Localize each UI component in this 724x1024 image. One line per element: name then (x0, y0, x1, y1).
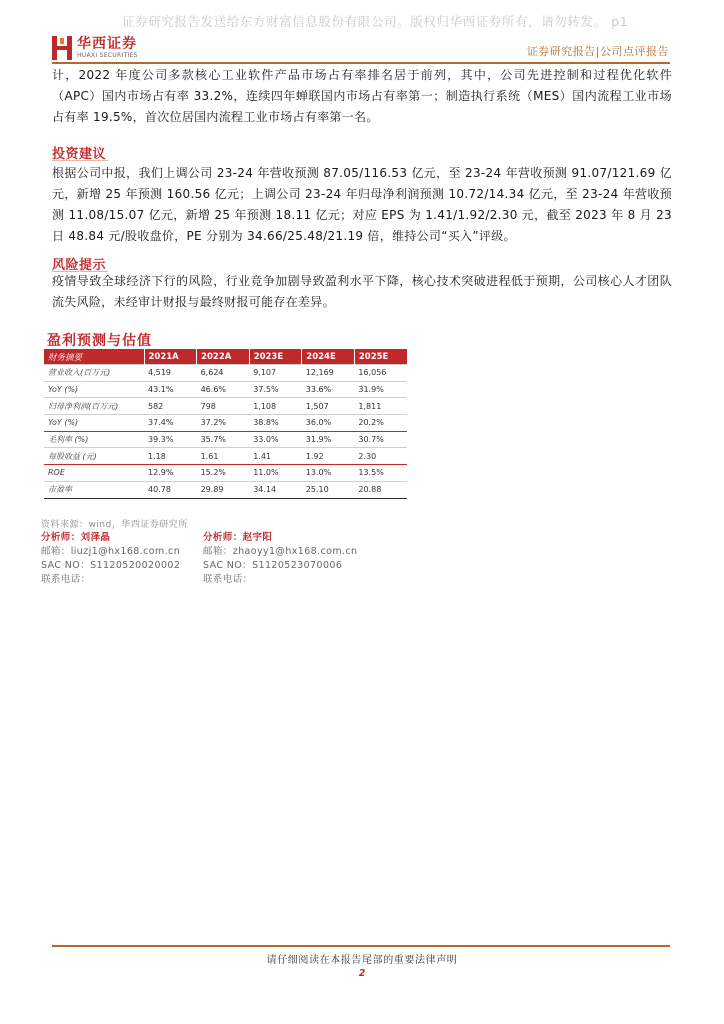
table-cell: 15.2% (197, 465, 250, 482)
table-header-cell: 2022A (197, 349, 250, 365)
report-type-label: 证券研究报告|公司点评报告 (526, 45, 669, 58)
table-cell: 9,107 (249, 365, 302, 382)
risk-paragraph: 疫情导致全球经济下行的风险，行业竞争加剧导致盈利水平下降，核心技术突破进程低于预期，公司核心人才团队流失风险，未经审计财报与最终财报可能存在差异。 (52, 274, 672, 309)
table-header-cell: 2021A (144, 349, 197, 365)
intro-paragraph: 计，2022 年度公司多款核心工业软件产品市场占有率排名居于前列，其中，公司先进控制和过程优化软件（APC）国内市场占有率 33.2%，连续四年蝉联国内市场占有率第一；制造执行系统（MES）国内流程工业市场占有率 19.5%，首次位居国内流程工业市场占有率第一名。 (52, 68, 672, 124)
table-row (44, 381, 407, 398)
table-cell: 40.78 (144, 481, 197, 498)
table-cell: 20.2% (354, 415, 407, 432)
table-row (44, 365, 407, 382)
table-cell: 31.9% (302, 431, 355, 448)
table-header-cell: 财务摘要 (44, 349, 144, 365)
forecast-table-title: 盈利预测与估值 (47, 333, 152, 349)
legal-disclaimer-note: 请仔细阅读在本报告尾部的重要法律声明 (266, 955, 458, 966)
table-cell: 13.5% (354, 465, 407, 482)
table-cell: 1,108 (249, 398, 302, 415)
table-cell: 4,519 (144, 365, 197, 382)
table-row (44, 431, 407, 448)
table-cell: 16,056 (354, 365, 407, 382)
row-label: 每股收益 (元) (44, 448, 144, 465)
table-cell: 37.5% (249, 381, 302, 398)
analyst-email: 邮箱：liuzj1@hx168.com.cn (41, 546, 181, 557)
analyst-sac-number: SAC NO：S1120523070006 (203, 560, 343, 571)
investment-section-title: 投资建议 (52, 147, 107, 162)
row-label: 营业收入(百万元) (44, 365, 144, 382)
table-cell: 1,811 (354, 398, 407, 415)
risk-section-title: 风险提示 (52, 258, 107, 273)
table-cell: 1,507 (302, 398, 355, 415)
table-cell: 6,624 (197, 365, 250, 382)
analyst-name: 分析师：刘泽晶 (41, 532, 111, 543)
table-cell: 12.9% (144, 465, 197, 482)
table-cell: 11.0% (249, 465, 302, 482)
table-cell: 35.7% (197, 431, 250, 448)
page-number: 2 (358, 968, 366, 979)
table-cell: 38.8% (249, 415, 302, 432)
table-cell: 20.88 (354, 481, 407, 498)
table-header-cell: 2025E (354, 349, 407, 365)
analyst-phone: 联系电话： (41, 574, 91, 585)
investment-title-underline (52, 160, 108, 161)
investment-paragraph: 根据公司中报，我们上调公司 23-24 年营收预测 87.05/116.53 亿元，至 23-24 年营收预测 91.07/121.69 亿元，新增 25 年预测 160.56 亿元；上调公司 23-24 年归母净利润预测 10.72/14.34 亿元，至 23-24 年营收预测 11.08/15.07 亿元，新增 25 年预测 18.11 亿元；对应 EPS 为 1.41/1.92/2.30 元，截至 2023 年 8 月 23 日 48.84 元/股收盘价，PE 分别为 34.66/25.48/21.19 倍，维持公司“买入”评级。 (52, 166, 672, 243)
table-cell: 1.18 (144, 448, 197, 465)
row-label: 归母净利润(百万元) (44, 398, 144, 415)
table-header-cell: 2024E (302, 349, 355, 365)
watermark-text: 证券研究报告发送给东方财富信息股份有限公司。版权归华西证券所有，请勿转发。 p1 (122, 14, 629, 29)
logo-english-name: HUAXI SECURITIES (77, 52, 138, 59)
table-cell: 798 (197, 398, 250, 415)
row-label: ROE (44, 465, 144, 482)
table-cell: 582 (144, 398, 197, 415)
logo-chinese-name: 华西证券 (77, 36, 137, 52)
table-header-row (44, 349, 407, 365)
table-cell: 2.30 (354, 448, 407, 465)
table-cell: 25.10 (302, 481, 355, 498)
table-cell: 33.0% (249, 431, 302, 448)
header-divider (52, 62, 670, 64)
forecast-table (44, 349, 407, 499)
table-cell: 43.1% (144, 381, 197, 398)
row-label: YoY (%) (44, 381, 144, 398)
table-row (44, 415, 407, 432)
analyst-email: 邮箱：zhaoyy1@hx168.com.cn (203, 546, 358, 557)
huaxi-logo-icon (52, 36, 72, 60)
analyst-block (41, 531, 180, 587)
table-cell: 31.9% (354, 381, 407, 398)
table-cell: 30.7% (354, 431, 407, 448)
table-cell: 1.61 (197, 448, 250, 465)
row-label: YoY (%) (44, 415, 144, 432)
company-logo (52, 36, 138, 60)
table-cell: 1.41 (249, 448, 302, 465)
table-cell: 46.6% (197, 381, 250, 398)
table-cell: 1.92 (302, 448, 355, 465)
table-header-cell: 2023E (249, 349, 302, 365)
analyst-name: 分析师：赵宇阳 (203, 532, 273, 543)
footer-divider (52, 945, 670, 947)
table-row (44, 481, 407, 498)
table-cell: 37.2% (197, 415, 250, 432)
table-cell: 37.4% (144, 415, 197, 432)
analyst-block (203, 531, 357, 587)
table-row (44, 465, 407, 482)
row-label: 毛利率 (%) (44, 431, 144, 448)
table-cell: 13.0% (302, 465, 355, 482)
data-source-note: 资料来源：wind，华西证券研究所 (41, 520, 188, 530)
table-cell: 39.3% (144, 431, 197, 448)
table-cell: 34.14 (249, 481, 302, 498)
table-cell: 29.89 (197, 481, 250, 498)
table-row (44, 448, 407, 465)
row-label: 市盈率 (44, 481, 144, 498)
table-cell: 36.0% (302, 415, 355, 432)
analyst-phone: 联系电话： (203, 574, 253, 585)
table-cell: 12,169 (302, 365, 355, 382)
table-cell: 33.6% (302, 381, 355, 398)
analyst-sac-number: SAC NO：S1120520020002 (41, 560, 181, 571)
table-row (44, 398, 407, 415)
